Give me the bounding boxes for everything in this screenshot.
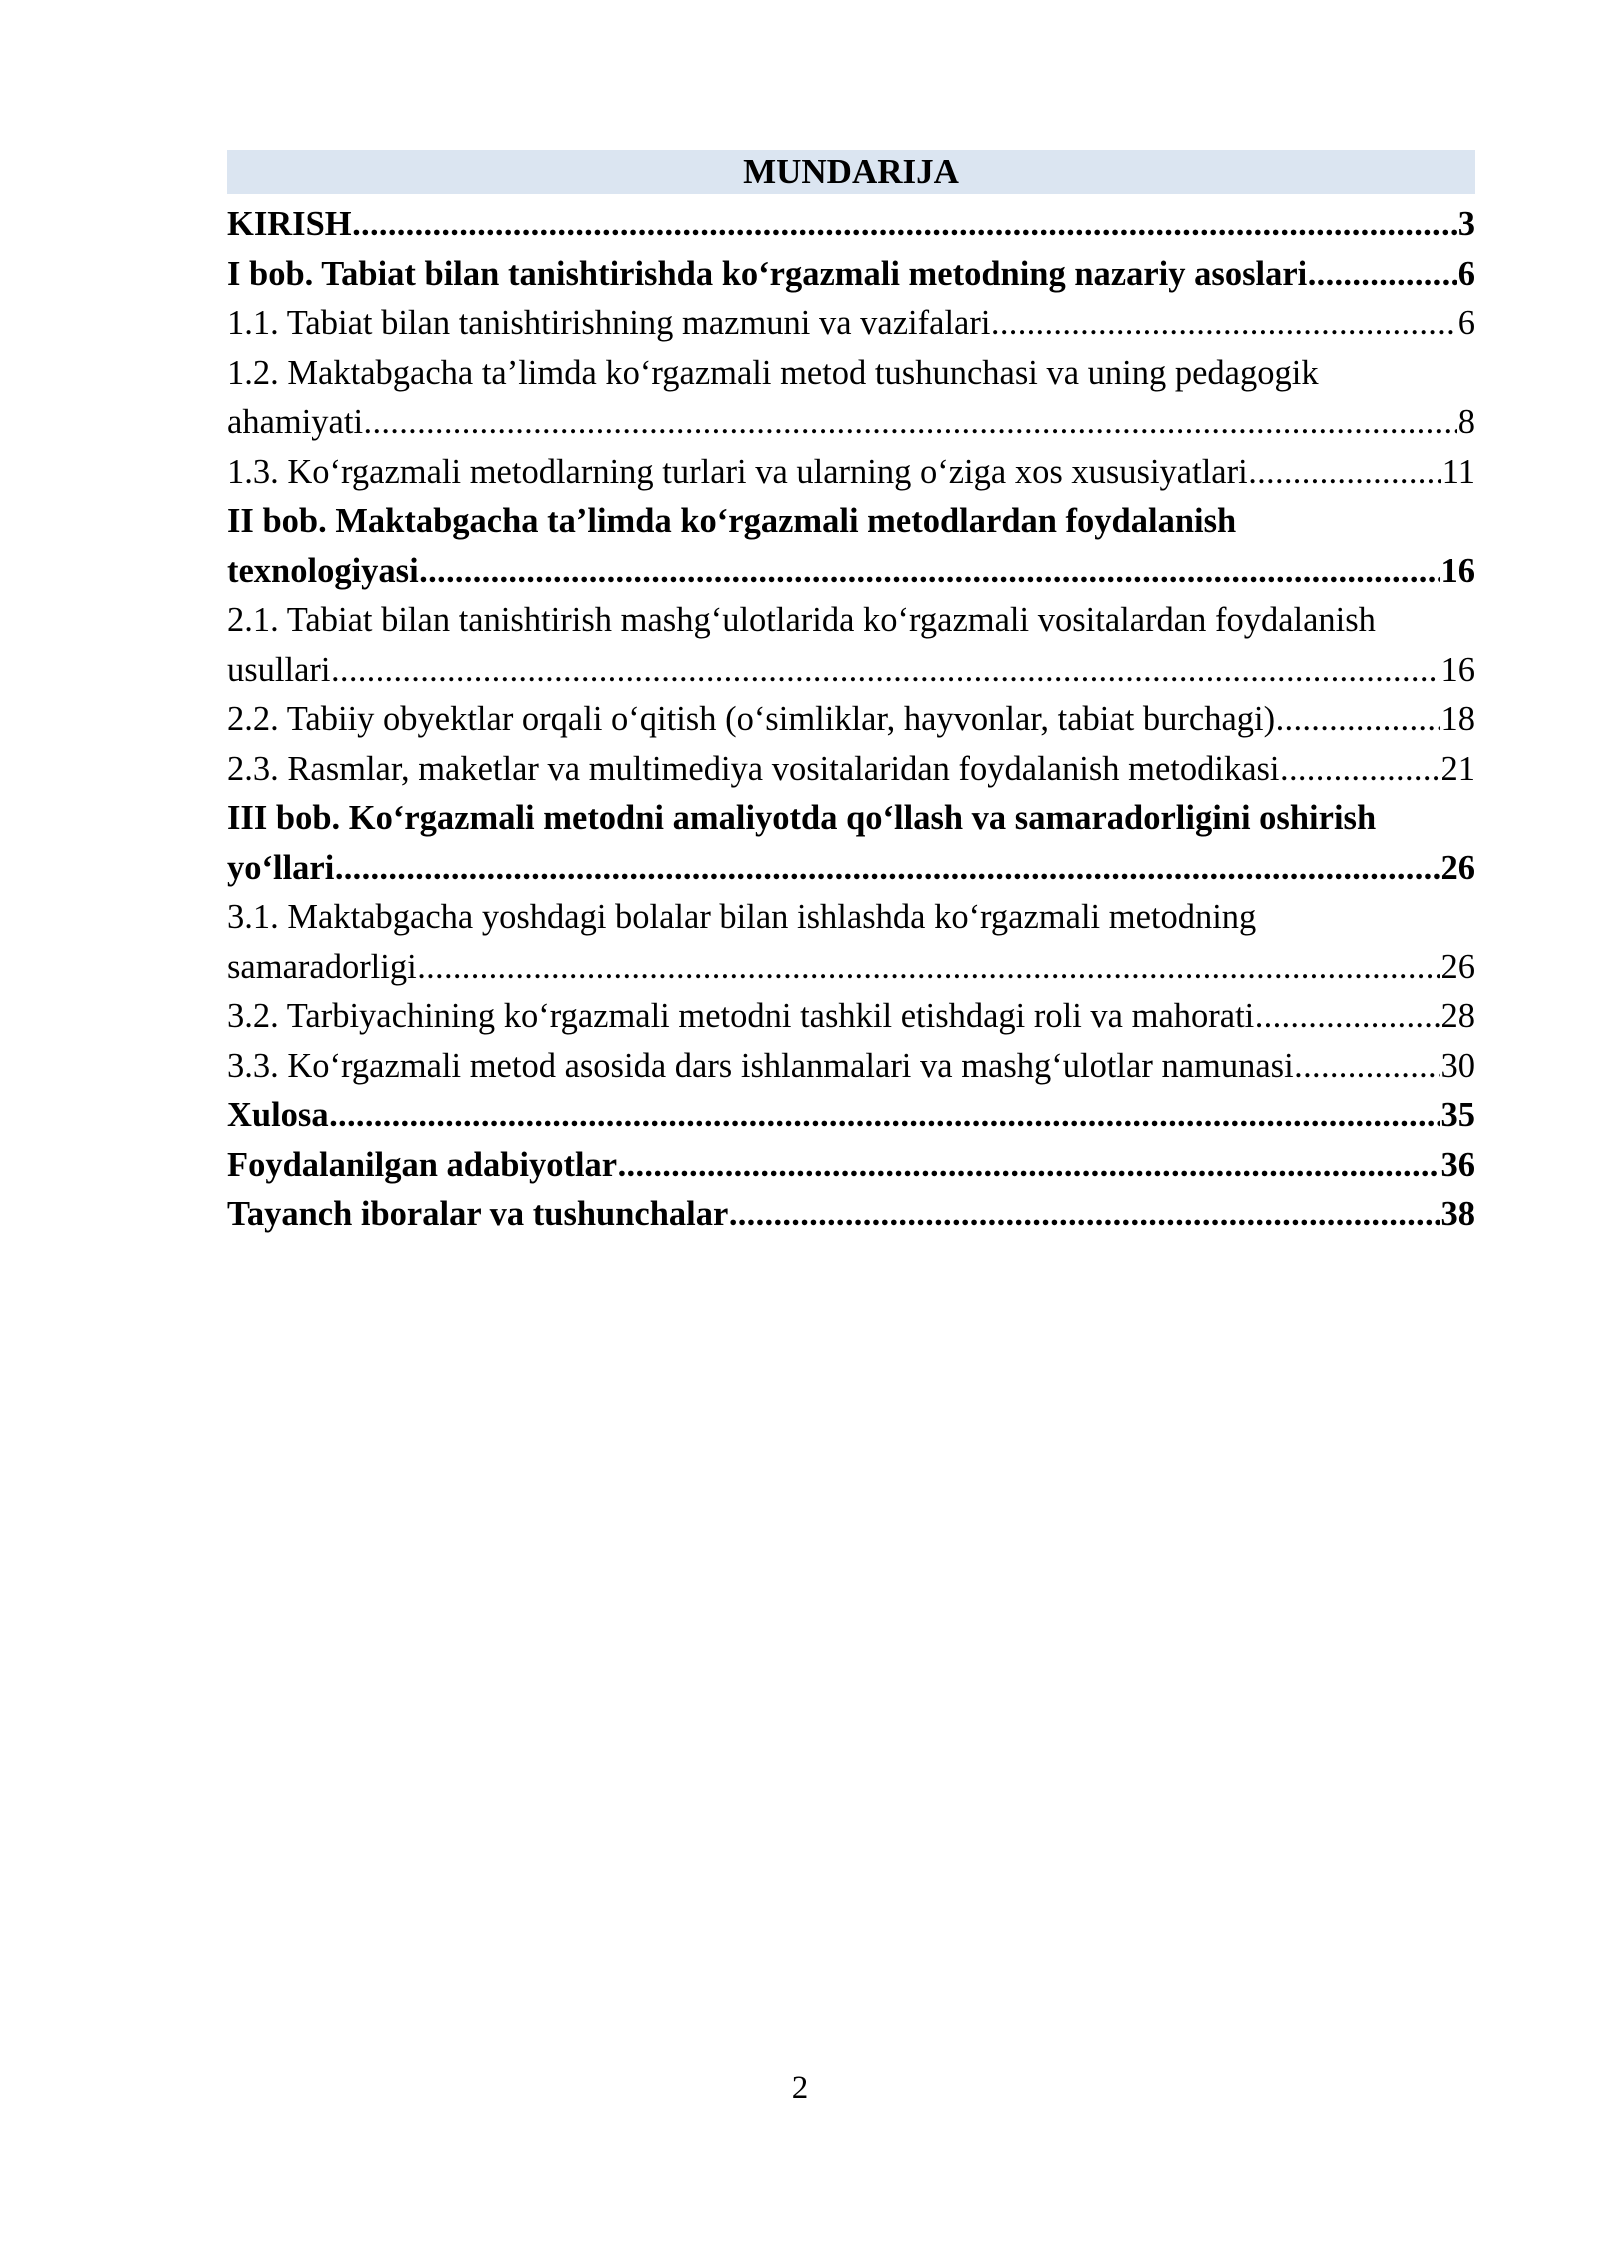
- toc-entry-title: 2.2. Tabiiy obyektlar orqali o‘qitish (o‘simliklar, hayvonlar, tabiat burchagi): [227, 700, 1276, 738]
- toc-entry-title: 3.3. Ko‘rgazmali metod asosida dars ishlanmalari va mashg‘ulotlar namunasi: [227, 1046, 1294, 1085]
- toc-entry: [227, 1042, 1475, 1092]
- toc-entry-row: [227, 398, 1475, 448]
- toc-page-number: 6: [1457, 254, 1475, 293]
- toc-entry-row: [227, 1141, 1475, 1191]
- toc-page-number: 26: [1440, 848, 1475, 887]
- toc-entry: [227, 992, 1475, 1042]
- toc-dot-leader: [352, 200, 1457, 250]
- toc-entry-row: [227, 547, 1475, 597]
- toc-dot-leader: [419, 547, 1439, 597]
- toc-dot-leader: [1308, 250, 1457, 300]
- toc-page-number: 6: [1457, 304, 1475, 342]
- toc-page-number: 11: [1441, 452, 1475, 491]
- page-number: 2: [791, 2070, 809, 2106]
- toc-entry-title: KIRISH: [227, 205, 352, 243]
- toc-dot-leader: [1248, 448, 1441, 498]
- toc-dot-leader: [1276, 695, 1440, 745]
- toc-entry-title: Xulosa: [227, 1096, 329, 1134]
- toc-entry-row: [227, 695, 1475, 745]
- toc-entry-title: I bob. Tabiat bilan tanishtirishda ko‘rgazmali metodning nazariy asoslari: [227, 254, 1308, 293]
- toc-entry: [227, 794, 1475, 893]
- toc-entry-title: 2.3. Rasmlar, maketlar va multimediya vositalaridan foydalanish metodikasi: [227, 749, 1280, 788]
- table-of-contents: [227, 150, 1475, 1240]
- toc-entry: [227, 893, 1475, 992]
- toc-entry: [227, 448, 1475, 498]
- toc-entry-title: samaradorligi: [227, 947, 417, 986]
- toc-entry-title: usullari: [227, 650, 331, 689]
- toc-entry-row: [227, 250, 1475, 300]
- toc-dot-leader: [991, 299, 1457, 349]
- toc-entries: [227, 200, 1475, 1240]
- toc-entry: [227, 250, 1475, 300]
- toc-entry-title: yo‘llari: [227, 848, 335, 887]
- toc-entry: [227, 1091, 1475, 1141]
- toc-entry-row: [227, 844, 1475, 894]
- toc-page-number: 36: [1440, 1145, 1475, 1184]
- toc-entry-title-line: II bob. Maktabgacha ta’limda ko‘rgazmali metodlardan foydalanish: [227, 502, 1237, 540]
- toc-entry: [227, 497, 1475, 596]
- toc-entry: [227, 299, 1475, 349]
- toc-entry-title: ahamiyati: [227, 403, 364, 441]
- toc-entry-row: [227, 646, 1475, 696]
- toc-entry-title: Foydalanilgan adabiyotlar: [227, 1145, 618, 1184]
- toc-entry-row: [227, 992, 1475, 1042]
- toc-entry-title-line: 3.1. Maktabgacha yoshdagi bolalar bilan ishlashda ko‘rgazmali metodning: [227, 898, 1257, 936]
- toc-dot-leader: [364, 398, 1457, 448]
- toc-page-number: 30: [1440, 1046, 1475, 1085]
- toc-page-number: 16: [1440, 650, 1475, 689]
- toc-page-number: 3: [1457, 205, 1475, 243]
- toc-page-number: 16: [1440, 551, 1475, 590]
- toc-entry: [227, 200, 1475, 250]
- toc-dot-leader: [335, 844, 1440, 894]
- toc-page-number: 38: [1440, 1195, 1475, 1233]
- toc-entry: [227, 349, 1475, 448]
- toc-entry: [227, 1190, 1475, 1240]
- toc-entry-row: [227, 1190, 1475, 1240]
- toc-entry: [227, 695, 1475, 745]
- toc-entry-title-line: 1.2. Maktabgacha ta’limda ko‘rgazmali metod tushunchasi va uning pedagogik: [227, 353, 1319, 392]
- toc-page-number: 8: [1457, 403, 1475, 441]
- toc-dot-leader: [331, 646, 1440, 696]
- toc-page-number: 28: [1440, 997, 1475, 1035]
- toc-entry-title: texnologiyasi: [227, 551, 419, 590]
- toc-entry-row: [227, 745, 1475, 795]
- toc-dot-leader: [1255, 992, 1440, 1042]
- toc-entry-title: 1.1. Tabiat bilan tanishtirishning mazmuni va vazifalari: [227, 304, 991, 342]
- toc-dot-leader: [329, 1091, 1439, 1141]
- toc-entry: [227, 596, 1475, 695]
- toc-page-number: 21: [1440, 749, 1475, 788]
- toc-entry-title: 3.2. Tarbiyachining ko‘rgazmali metodni tashkil etishdagi roli va mahorati: [227, 997, 1255, 1035]
- toc-entry-row: [227, 1091, 1475, 1141]
- toc-dot-leader: [417, 943, 1439, 993]
- toc-entry-row: [227, 299, 1475, 349]
- toc-entry-row: [227, 200, 1475, 250]
- toc-page-number: 18: [1440, 700, 1475, 738]
- toc-entry-row: [227, 1042, 1475, 1092]
- toc-dot-leader: [1280, 745, 1439, 795]
- toc-entry-title-line: III bob. Ko‘rgazmali metodni amaliyotda qo‘llash va samaradorligini oshirish: [227, 799, 1377, 837]
- toc-dot-leader: [1294, 1042, 1439, 1092]
- toc-entry-row: [227, 943, 1475, 993]
- toc-entry: [227, 745, 1475, 795]
- toc-entry-title: Tayanch iboralar va tushunchalar: [227, 1195, 729, 1233]
- toc-entry-title: 1.3. Ko‘rgazmali metodlarning turlari va ularning o‘ziga xos xususiyatlari: [227, 452, 1248, 491]
- toc-entry-row: [227, 448, 1475, 498]
- toc-entry-title-line: 2.1. Tabiat bilan tanishtirish mashg‘ulotlarida ko‘rgazmali vositalardan foydalanish: [227, 601, 1376, 639]
- toc-title: MUNDARIJA: [227, 150, 1475, 194]
- toc-entry: [227, 1141, 1475, 1191]
- toc-dot-leader: [618, 1141, 1440, 1191]
- toc-page-number: 26: [1440, 947, 1475, 986]
- toc-page-number: 35: [1440, 1096, 1475, 1134]
- toc-dot-leader: [729, 1190, 1440, 1240]
